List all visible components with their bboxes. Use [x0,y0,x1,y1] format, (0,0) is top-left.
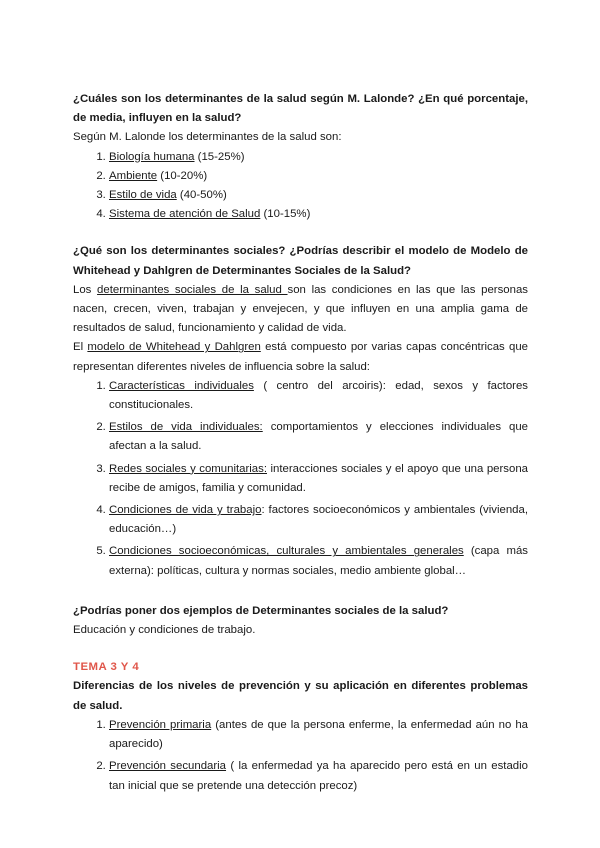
question-lalonde: ¿Cuáles son los determinantes de la salud según M. Lalonde? ¿En qué porcentaje, de media, influyen en la salud? [73,93,528,125]
list-item: 1. Características individuales ( centro del arcoiris): edad, sexos y factores constitucionales. [109,377,528,415]
lalonde-intro: Según M. Lalonde los determinantes de la salud son: [73,131,342,144]
section-heading-tema: TEMA 3 Y 4 [73,661,140,674]
list-item: 4. Sistema de atención de Salud (10-15%) [109,205,528,224]
list-item: 4. Condiciones de vida y trabajo: factores socioeconómicos y ambientales (vivienda, educación…) [109,501,528,539]
lalonde-list [73,148,528,225]
list-item: 3. Estilo de vida (40-50%) [109,186,528,205]
list-item: 2. Prevención secundaria ( la enfermedad ya ha aparecido pero está en un estadio tan inicial que se pretende una detección precoz) [109,757,528,795]
document-content [73,90,528,799]
list-item: 2. Ambiente (10-20%) [109,167,528,186]
list-item: 1. Prevención primaria (antes de que la persona enferme, la enfermedad aún no ha aparecido) [109,716,528,754]
social-determinants-definition: Los determinantes sociales de la salud son las condiciones en las que las personas nacen, crecen, viven, trabajan y envejecen, y que influyen en una amplia gama de resultados de salud, funcionamiento y calidad de vida. [73,283,528,335]
list-item: 3. Redes sociales y comunitarias: interacciones sociales y el apoyo que una persona recibe de amigos, familia y comunidad. [109,460,528,498]
whitehead-dahlgren-list [73,377,528,581]
question-social-determinants: ¿Qué son los determinantes sociales? ¿Podrías describir el modelo de Modelo de Whitehead y Dahlgren de Determinantes Sociales de la Salud? [73,245,528,277]
whitehead-dahlgren-intro: El modelo de Whitehead y Dahlgren está compuesto por varias capas concéntricas que representan diferentes niveles de influencia sobre la salud: [73,341,529,373]
list-item: 5. Condiciones socioeconómicas, culturales y ambientales generales (capa más externa): políticas, cultura y normas sociales, medio ambiente global… [109,542,528,580]
prevention-list [73,716,528,796]
question-prevention-levels: Diferencias de los niveles de prevención y su aplicación en diferentes problemas de salud. [73,680,528,712]
list-item: 1. Biología humana (15-25%) [109,148,528,167]
examples-answer: Educación y condiciones de trabajo. [73,624,256,637]
list-item: 2. Estilos de vida individuales: comportamientos y elecciones individuales que afectan a la salud. [109,418,528,456]
question-examples: ¿Podrías poner dos ejemplos de Determinantes sociales de la salud? [73,604,449,617]
